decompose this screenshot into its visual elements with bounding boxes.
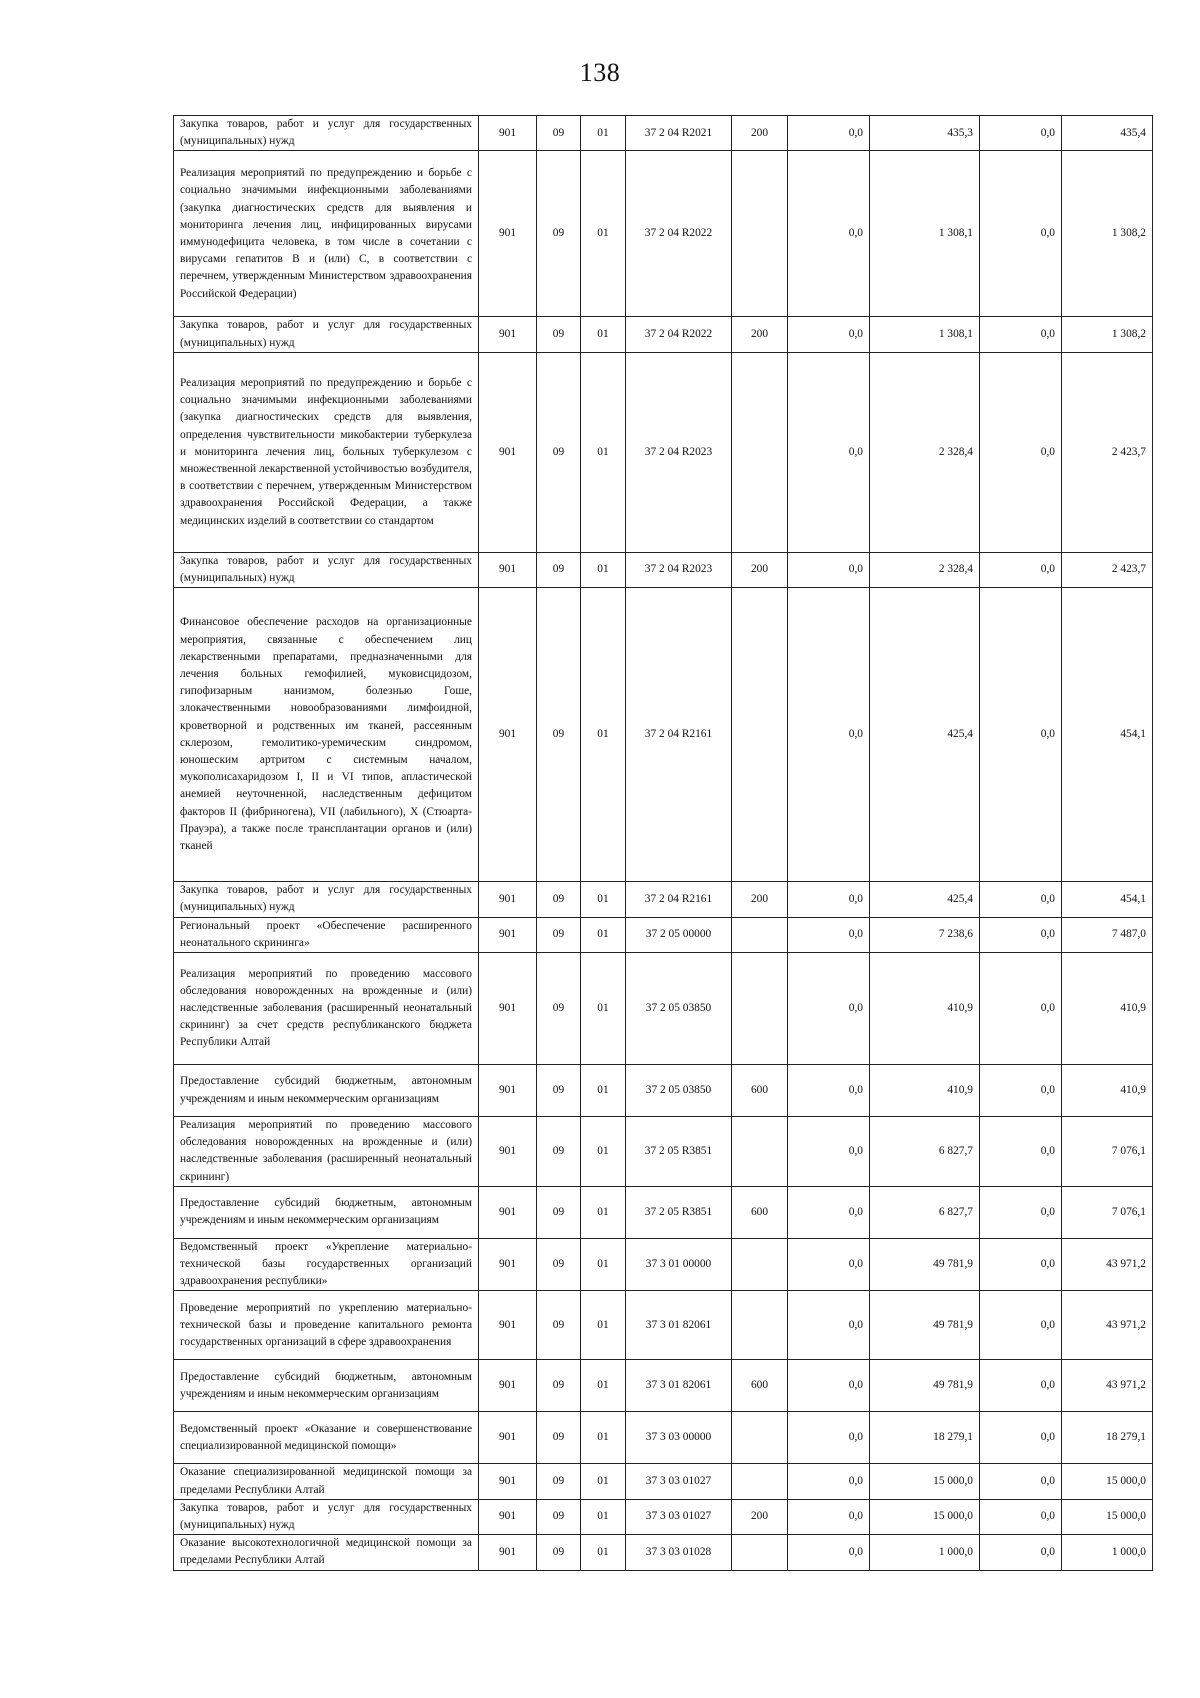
amount-col-1: 0,0: [788, 552, 870, 587]
subsection-code: 01: [581, 1065, 626, 1117]
table-row: [174, 1117, 1153, 1187]
amount-col-3: 0,0: [980, 116, 1062, 151]
amount-col-4: 15 000,0: [1062, 1464, 1153, 1499]
amount-col-1: 0,0: [788, 1412, 870, 1464]
page-number: 138: [579, 58, 621, 87]
row-name: Проведение мероприятий по укреплению материально-технической базы и проведение капитального ремонта государственных организаций в сфере здравоохранения: [174, 1291, 479, 1360]
section-code: 09: [537, 953, 581, 1065]
row-name: Реализация мероприятий по предупреждению и борьбе с социально значимыми инфекционными заболеваниями (закупка диагностических средств для выявления и мониторинга лечения лиц, инфицированных вирусами иммунодефицита человека, в том числе в сочетании с вирусами гепатитов B и (или) C, в соответствии с перечнем, утвержденным Министерством здравоохранения Российской Федерации): [174, 151, 479, 317]
amount-col-2: 49 781,9: [870, 1291, 980, 1360]
amount-col-3: 0,0: [980, 1412, 1062, 1464]
amount-col-3: 0,0: [980, 151, 1062, 317]
section-code: 09: [537, 1499, 581, 1534]
amount-col-2: 1 308,1: [870, 317, 980, 352]
amount-col-1: 0,0: [788, 1535, 870, 1570]
target-article-code: 37 2 04 R2022: [626, 151, 732, 317]
amount-col-4: 43 971,2: [1062, 1360, 1153, 1412]
amount-col-4: 435,4: [1062, 116, 1153, 151]
budget-table-body: [174, 116, 1153, 1571]
amount-col-1: 0,0: [788, 352, 870, 552]
amount-col-4: 15 000,0: [1062, 1499, 1153, 1534]
expense-type-code: 200: [732, 116, 788, 151]
amount-col-3: 0,0: [980, 1535, 1062, 1570]
target-article-code: 37 2 04 R2022: [626, 317, 732, 352]
row-name: Ведомственный проект «Укрепление материально-технической базы государственных организаций здравоохранения республики»: [174, 1238, 479, 1291]
subsection-code: 01: [581, 1238, 626, 1291]
expense-type-code: [732, 917, 788, 952]
amount-col-4: 7 076,1: [1062, 1186, 1153, 1238]
amount-col-3: 0,0: [980, 882, 1062, 917]
row-name: Закупка товаров, работ и услуг для государственных (муниципальных) нужд: [174, 882, 479, 917]
amount-col-3: 0,0: [980, 953, 1062, 1065]
expense-type-code: [732, 352, 788, 552]
ministry-code: 901: [479, 1499, 537, 1534]
subsection-code: 01: [581, 917, 626, 952]
amount-col-1: 0,0: [788, 588, 870, 882]
section-code: 09: [537, 1360, 581, 1412]
amount-col-4: 7 487,0: [1062, 917, 1153, 952]
section-code: 09: [537, 1186, 581, 1238]
amount-col-4: 18 279,1: [1062, 1412, 1153, 1464]
amount-col-3: 0,0: [980, 1186, 1062, 1238]
expense-type-code: [732, 588, 788, 882]
expense-type-code: [732, 1535, 788, 1570]
ministry-code: 901: [479, 317, 537, 352]
amount-col-2: 1 308,1: [870, 151, 980, 317]
amount-col-3: 0,0: [980, 1238, 1062, 1291]
table-row: [174, 1499, 1153, 1534]
row-name: Оказание высокотехнологичной медицинской помощи за пределами Республики Алтай: [174, 1535, 479, 1570]
amount-col-3: 0,0: [980, 352, 1062, 552]
row-name: Региональный проект «Обеспечение расширенного неонатального скрининга»: [174, 917, 479, 952]
row-name: Финансовое обеспечение расходов на организационные мероприятия, связанные с обеспечением лиц лекарственными препаратами, предназначенными для лечения больных гемофилией, муковисцидозом, гипофизарным нанизмом, болезнью Гоше, злокачественными новообразованиями лимфоидной, кроветворной и родственных им тканей, рассеянным склерозом, гемолитико-уремическим синдромом, юношеским артритом с системным началом, мукополисахаридозом I, II и VI типов, апластической анемией неуточненной, наследственным дефицитом факторов II (фибриногена), VII (лабильного), X (Стюарта-Прауэра), а также после трансплантации органов и (или) тканей: [174, 588, 479, 882]
section-code: 09: [537, 317, 581, 352]
expense-type-code: 600: [732, 1186, 788, 1238]
section-code: 09: [537, 552, 581, 587]
row-name: Реализация мероприятий по предупреждению и борьбе с социально значимыми инфекционными заболеваниями (закупка диагностических средств для выявления, определения чувствительности микобактерии туберкулеза и мониторинга лечения лиц, больных туберкулезом с множественной лекарственной устойчивостью возбудителя, в соответствии с перечнем, утвержденным Министерством здравоохранения Российской Федерации, а также медицинских изделий в соответствии со стандартом: [174, 352, 479, 552]
amount-col-2: 2 328,4: [870, 552, 980, 587]
amount-col-4: 454,1: [1062, 588, 1153, 882]
target-article-code: 37 2 04 R2023: [626, 552, 732, 587]
amount-col-2: 410,9: [870, 1065, 980, 1117]
expense-type-code: 200: [732, 552, 788, 587]
expense-type-code: [732, 1238, 788, 1291]
expense-type-code: 600: [732, 1360, 788, 1412]
amount-col-4: 2 423,7: [1062, 552, 1153, 587]
amount-col-2: 425,4: [870, 588, 980, 882]
amount-col-3: 0,0: [980, 1499, 1062, 1534]
subsection-code: 01: [581, 1464, 626, 1499]
section-code: 09: [537, 1117, 581, 1187]
amount-col-1: 0,0: [788, 953, 870, 1065]
table-row: [174, 953, 1153, 1065]
amount-col-4: 454,1: [1062, 882, 1153, 917]
amount-col-3: 0,0: [980, 317, 1062, 352]
expense-type-code: [732, 1464, 788, 1499]
expense-type-code: [732, 1117, 788, 1187]
target-article-code: 37 2 04 R2161: [626, 588, 732, 882]
table-row: [174, 1186, 1153, 1238]
ministry-code: 901: [479, 1464, 537, 1499]
amount-col-3: 0,0: [980, 1291, 1062, 1360]
amount-col-1: 0,0: [788, 317, 870, 352]
row-name: Закупка товаров, работ и услуг для государственных (муниципальных) нужд: [174, 317, 479, 352]
ministry-code: 901: [479, 588, 537, 882]
target-article-code: 37 3 01 82061: [626, 1360, 732, 1412]
amount-col-2: 435,3: [870, 116, 980, 151]
target-article-code: 37 2 05 R3851: [626, 1186, 732, 1238]
section-code: 09: [537, 151, 581, 317]
row-name: Закупка товаров, работ и услуг для государственных (муниципальных) нужд: [174, 1499, 479, 1534]
amount-col-3: 0,0: [980, 1464, 1062, 1499]
subsection-code: 01: [581, 116, 626, 151]
amount-col-1: 0,0: [788, 1065, 870, 1117]
ministry-code: 901: [479, 882, 537, 917]
section-code: 09: [537, 882, 581, 917]
row-name: Оказание специализированной медицинской помощи за пределами Республики Алтай: [174, 1464, 479, 1499]
amount-col-1: 0,0: [788, 1117, 870, 1187]
target-article-code: 37 2 04 R2023: [626, 352, 732, 552]
amount-col-2: 7 238,6: [870, 917, 980, 952]
section-code: 09: [537, 917, 581, 952]
amount-col-3: 0,0: [980, 1360, 1062, 1412]
target-article-code: 37 2 04 R2161: [626, 882, 732, 917]
amount-col-1: 0,0: [788, 917, 870, 952]
row-name: Предоставление субсидий бюджетным, автономным учреждениям и иным некоммерческим организациям: [174, 1360, 479, 1412]
amount-col-2: 49 781,9: [870, 1238, 980, 1291]
amount-col-2: 6 827,7: [870, 1186, 980, 1238]
table-row: [174, 317, 1153, 352]
target-article-code: 37 2 05 03850: [626, 1065, 732, 1117]
ministry-code: 901: [479, 116, 537, 151]
amount-col-2: 18 279,1: [870, 1412, 980, 1464]
table-row: [174, 1291, 1153, 1360]
amount-col-4: 410,9: [1062, 1065, 1153, 1117]
section-code: 09: [537, 1464, 581, 1499]
expense-type-code: 200: [732, 317, 788, 352]
amount-col-2: 2 328,4: [870, 352, 980, 552]
amount-col-3: 0,0: [980, 588, 1062, 882]
table-row: [174, 1238, 1153, 1291]
amount-col-1: 0,0: [788, 1464, 870, 1499]
expense-type-code: [732, 953, 788, 1065]
section-code: 09: [537, 352, 581, 552]
ministry-code: 901: [479, 1186, 537, 1238]
expense-type-code: [732, 1291, 788, 1360]
subsection-code: 01: [581, 552, 626, 587]
row-name: Реализация мероприятий по проведению массового обследования новорожденных на врожденные и (или) наследственные заболевания (расширенный неонатальный скрининг): [174, 1117, 479, 1187]
target-article-code: 37 2 05 00000: [626, 917, 732, 952]
table-row: [174, 352, 1153, 552]
target-article-code: 37 2 05 R3851: [626, 1117, 732, 1187]
amount-col-1: 0,0: [788, 1238, 870, 1291]
amount-col-1: 0,0: [788, 1186, 870, 1238]
section-code: 09: [537, 1535, 581, 1570]
row-name: Закупка товаров, работ и услуг для государственных (муниципальных) нужд: [174, 552, 479, 587]
subsection-code: 01: [581, 317, 626, 352]
ministry-code: 901: [479, 1360, 537, 1412]
ministry-code: 901: [479, 1535, 537, 1570]
table-row: [174, 1535, 1153, 1570]
ministry-code: 901: [479, 953, 537, 1065]
expense-type-code: [732, 1412, 788, 1464]
section-code: 09: [537, 116, 581, 151]
ministry-code: 901: [479, 1291, 537, 1360]
amount-col-1: 0,0: [788, 116, 870, 151]
target-article-code: 37 2 05 03850: [626, 953, 732, 1065]
subsection-code: 01: [581, 1499, 626, 1534]
subsection-code: 01: [581, 1412, 626, 1464]
amount-col-4: 410,9: [1062, 953, 1153, 1065]
subsection-code: 01: [581, 1535, 626, 1570]
amount-col-4: 7 076,1: [1062, 1117, 1153, 1187]
table-row: [174, 1412, 1153, 1464]
amount-col-4: 1 308,2: [1062, 317, 1153, 352]
ministry-code: 901: [479, 1238, 537, 1291]
expense-type-code: 200: [732, 882, 788, 917]
amount-col-2: 49 781,9: [870, 1360, 980, 1412]
table-row: [174, 917, 1153, 952]
amount-col-2: 6 827,7: [870, 1117, 980, 1187]
row-name: Закупка товаров, работ и услуг для государственных (муниципальных) нужд: [174, 116, 479, 151]
target-article-code: 37 3 01 82061: [626, 1291, 732, 1360]
row-name: Предоставление субсидий бюджетным, автономным учреждениям и иным некоммерческим организациям: [174, 1065, 479, 1117]
table-row: [174, 588, 1153, 882]
amount-col-2: 15 000,0: [870, 1464, 980, 1499]
amount-col-1: 0,0: [788, 1360, 870, 1412]
subsection-code: 01: [581, 352, 626, 552]
section-code: 09: [537, 1412, 581, 1464]
amount-col-1: 0,0: [788, 151, 870, 317]
table-row: [174, 151, 1153, 317]
amount-col-4: 43 971,2: [1062, 1291, 1153, 1360]
amount-col-4: 1 000,0: [1062, 1535, 1153, 1570]
expense-type-code: 200: [732, 1499, 788, 1534]
amount-col-2: 1 000,0: [870, 1535, 980, 1570]
table-row: [174, 1065, 1153, 1117]
row-name: Предоставление субсидий бюджетным, автономным учреждениям и иным некоммерческим организациям: [174, 1186, 479, 1238]
amount-col-4: 2 423,7: [1062, 352, 1153, 552]
amount-col-4: 1 308,2: [1062, 151, 1153, 317]
amount-col-2: 425,4: [870, 882, 980, 917]
amount-col-3: 0,0: [980, 917, 1062, 952]
subsection-code: 01: [581, 953, 626, 1065]
subsection-code: 01: [581, 1117, 626, 1187]
row-name: Ведомственный проект «Оказание и совершенствование специализированной медицинской помощи»: [174, 1412, 479, 1464]
subsection-code: 01: [581, 1186, 626, 1238]
amount-col-1: 0,0: [788, 1499, 870, 1534]
subsection-code: 01: [581, 588, 626, 882]
target-article-code: 37 3 03 01028: [626, 1535, 732, 1570]
amount-col-3: 0,0: [980, 552, 1062, 587]
table-row: [174, 882, 1153, 917]
section-code: 09: [537, 1291, 581, 1360]
ministry-code: 901: [479, 1117, 537, 1187]
expense-type-code: 600: [732, 1065, 788, 1117]
target-article-code: 37 3 03 01027: [626, 1464, 732, 1499]
section-code: 09: [537, 588, 581, 882]
subsection-code: 01: [581, 1291, 626, 1360]
ministry-code: 901: [479, 552, 537, 587]
ministry-code: 901: [479, 1065, 537, 1117]
amount-col-2: 410,9: [870, 953, 980, 1065]
section-code: 09: [537, 1065, 581, 1117]
section-code: 09: [537, 1238, 581, 1291]
ministry-code: 901: [479, 151, 537, 317]
subsection-code: 01: [581, 151, 626, 317]
amount-col-4: 43 971,2: [1062, 1238, 1153, 1291]
budget-table: [173, 115, 1153, 1571]
ministry-code: 901: [479, 917, 537, 952]
target-article-code: 37 3 03 01027: [626, 1499, 732, 1534]
amount-col-2: 15 000,0: [870, 1499, 980, 1534]
expense-type-code: [732, 151, 788, 317]
table-row: [174, 552, 1153, 587]
target-article-code: 37 3 03 00000: [626, 1412, 732, 1464]
row-name: Реализация мероприятий по проведению массового обследования новорожденных на врожденные и (или) наследственные заболевания (расширенный неонатальный скрининг) за счет средств республиканского бюджета Республики Алтай: [174, 953, 479, 1065]
amount-col-1: 0,0: [788, 882, 870, 917]
subsection-code: 01: [581, 1360, 626, 1412]
table-row: [174, 1360, 1153, 1412]
amount-col-1: 0,0: [788, 1291, 870, 1360]
table-row: [174, 116, 1153, 151]
target-article-code: 37 3 01 00000: [626, 1238, 732, 1291]
amount-col-3: 0,0: [980, 1117, 1062, 1187]
amount-col-3: 0,0: [980, 1065, 1062, 1117]
ministry-code: 901: [479, 352, 537, 552]
table-row: [174, 1464, 1153, 1499]
target-article-code: 37 2 04 R2021: [626, 116, 732, 151]
subsection-code: 01: [581, 882, 626, 917]
ministry-code: 901: [479, 1412, 537, 1464]
